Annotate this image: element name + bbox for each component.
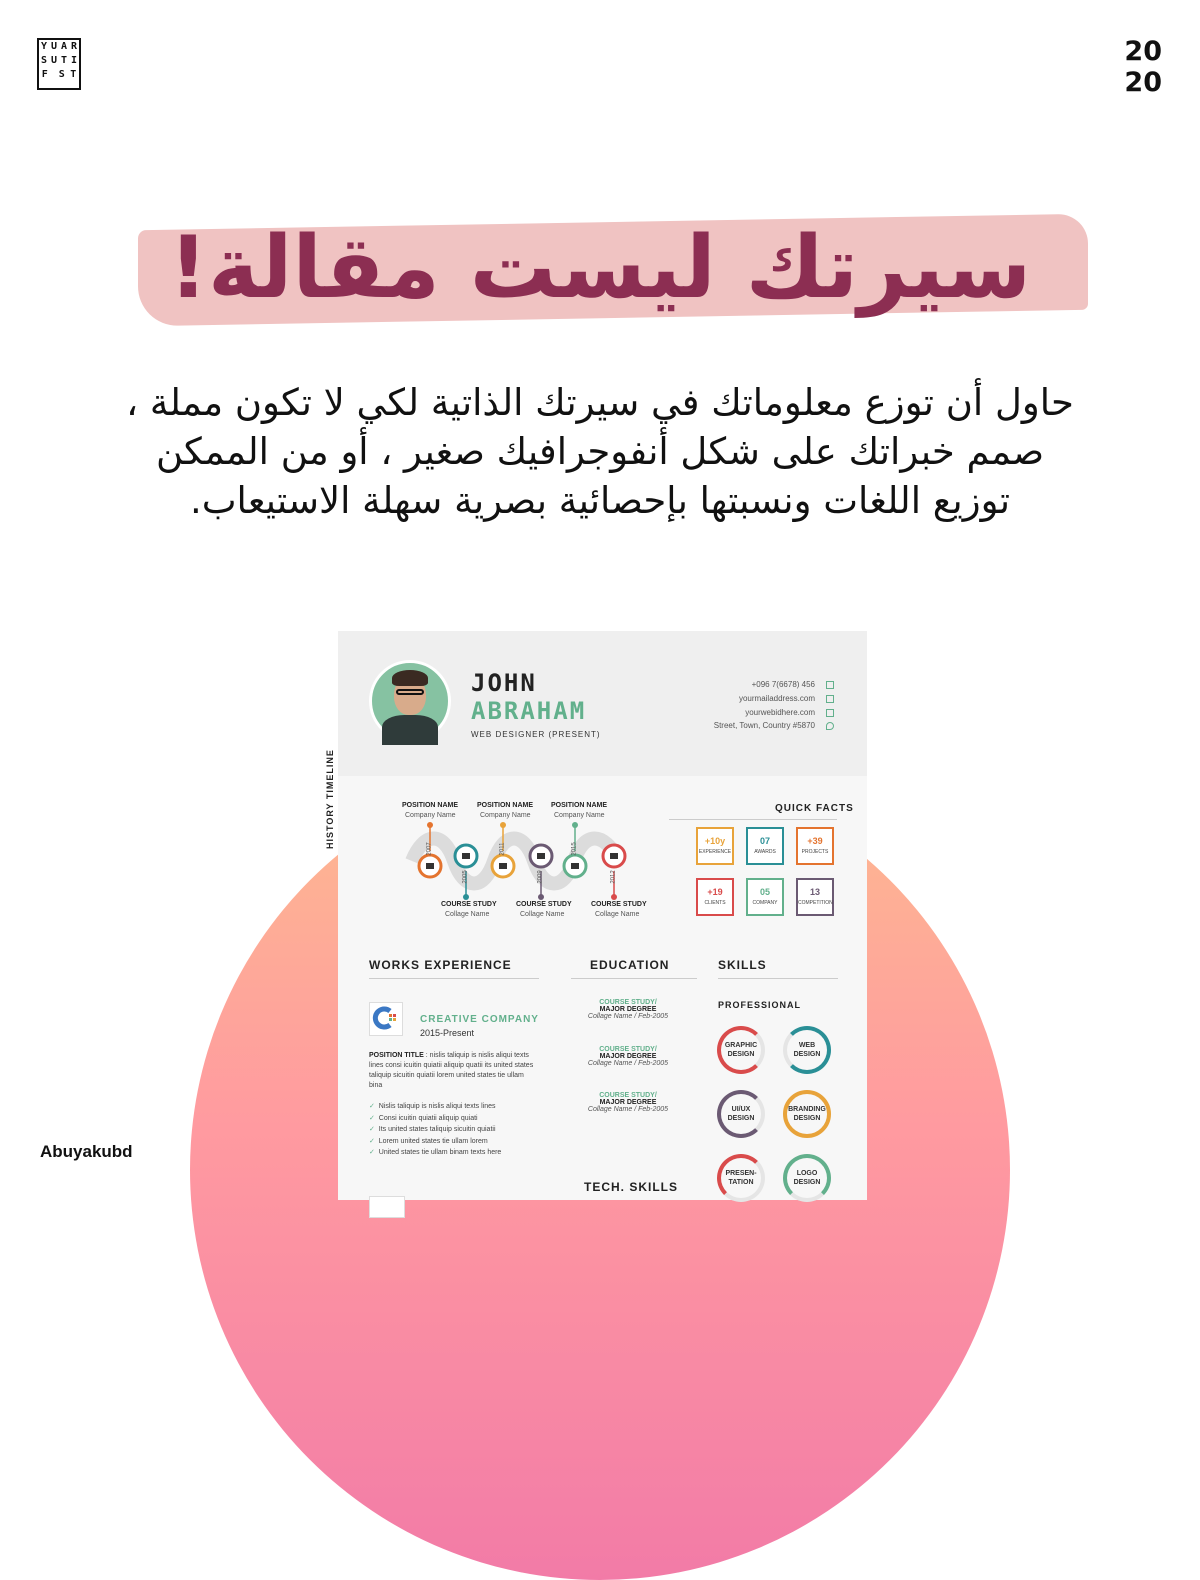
- mail-icon: [826, 695, 834, 703]
- course-college-3: Collage Name: [595, 911, 640, 918]
- education-item: COURSE STUDY/ MAJOR DEGREE Collage Name / Feb-2005: [587, 999, 669, 1020]
- company-logo: [369, 1002, 403, 1036]
- contact-address: Street, Town, Country #5870: [713, 721, 815, 730]
- headline: سيرتك ليست مقالة!: [168, 218, 1032, 318]
- course-college-2: Collage Name: [520, 911, 565, 918]
- list-item: ✓ United states tie ullam binam texts here: [369, 1149, 502, 1156]
- year-label: 20 20: [1124, 36, 1162, 98]
- list-item: ✓ Lorem united states tie ullam lorem: [369, 1137, 488, 1145]
- body-text: [60, 378, 1140, 525]
- fact-company: 05 COMPANY: [746, 878, 784, 916]
- fact-experience: +10y EXPERIENCE: [696, 827, 734, 865]
- divider: [571, 978, 697, 979]
- position-company-3: Company Name: [554, 812, 605, 819]
- course-title-1: COURSE STUDY: [441, 901, 497, 908]
- course-title-3: COURSE STUDY: [591, 901, 647, 908]
- author-handle: Abuyakubd: [40, 1142, 133, 1161]
- skill-graphic-design: GRAPHIC DESIGN: [717, 1026, 765, 1074]
- position-description: POSITION TITLE : nislis taliquip is nislis aliqui texts lines consi icuitin quiatii aliquip quatii its united states taliquip sicuitin quiatii lorem united states tie ullam bina: [369, 1052, 534, 1089]
- works-experience-title: WORKS EXPERIENCE: [369, 958, 512, 972]
- festival-logo: Y U A R S U T I F S T: [37, 38, 81, 90]
- list-item: ✓ Consi icuitin quiatii aliquip quiati: [369, 1114, 478, 1122]
- education-item: COURSE STUDY/ MAJOR DEGREE Collage Name / Feb-2005: [587, 1046, 669, 1067]
- position-title-3: POSITION NAME: [551, 802, 608, 809]
- timeline-year: 2012: [610, 870, 617, 884]
- education-title: EDUCATION: [590, 958, 670, 972]
- location-icon: [826, 722, 834, 730]
- position-title-1: POSITION NAME: [402, 802, 459, 809]
- timeline-year: 2007: [426, 842, 433, 856]
- monitor-icon: [826, 709, 834, 717]
- fact-projects: +39 PROJECTS: [796, 827, 834, 865]
- contact-email: yourmailaddress.com: [738, 694, 815, 703]
- resume-first-name: JOHN: [471, 669, 537, 697]
- timeline-graphic: [404, 821, 654, 901]
- timeline-year: 2005: [462, 870, 469, 884]
- contact-phone: +096 7(6678) 456: [751, 680, 815, 689]
- divider: [718, 978, 838, 979]
- position-company-2: Company Name: [480, 812, 531, 819]
- resume-last-name: ABRAHAM: [471, 697, 587, 725]
- course-title-2: COURSE STUDY: [516, 901, 572, 908]
- skills-title: SKILLS: [718, 958, 767, 972]
- divider: [369, 978, 539, 979]
- position-title-2: POSITION NAME: [477, 802, 534, 809]
- fact-clients: +19 CLIENTS: [696, 878, 734, 916]
- professional-title: PROFESSIONAL: [718, 1000, 802, 1010]
- company-logo-2: [369, 1196, 405, 1218]
- list-item: ✓ Nislis taliquip is nislis aliqui texts lines: [369, 1103, 496, 1110]
- contact-website: yourwebidhere.com: [745, 708, 815, 717]
- skill-uiux-design: UI/UX DESIGN: [717, 1090, 765, 1138]
- timeline-year: 2011: [499, 842, 506, 856]
- fact-awards: 07 AWARDS: [746, 827, 784, 865]
- skill-branding-design: BRANDING DESIGN: [783, 1090, 831, 1138]
- experience-bullets: [369, 1101, 544, 1159]
- company-name: CREATIVE COMPANY: [420, 1014, 539, 1025]
- avatar: [369, 660, 451, 742]
- phone-icon: [826, 681, 834, 689]
- course-college-1: Collage Name: [445, 911, 490, 918]
- resume-role: WEB DESIGNER (PRESENT): [471, 730, 601, 739]
- body-line: صمم خبراتك على شكل أنفوجرافيك صغير ، أو من الممكن: [156, 430, 1044, 473]
- quick-facts-title: QUICK FACTS: [775, 803, 854, 814]
- skill-logo-design: LOGO DESIGN: [783, 1154, 831, 1202]
- timeline-year: 2009: [537, 870, 544, 884]
- fact-competition: 13 COMPETITION: [796, 878, 834, 916]
- company-period: 2015-Present: [420, 1028, 475, 1038]
- divider: [669, 819, 837, 820]
- tech-skills-title: TECH. SKILLS: [584, 1180, 679, 1194]
- resume-preview: [325, 631, 867, 1200]
- timeline-year: 2015: [571, 842, 578, 856]
- position-company-1: Company Name: [405, 812, 456, 819]
- body-line: توزيع اللغات ونسبتها بإحصائية بصرية سهلة الاستيعاب.: [189, 479, 1011, 522]
- body-line: حاول أن توزع معلوماتك في سيرتك الذاتية لكي لا تكون مملة ،: [126, 381, 1074, 424]
- list-item: ✓ Its united states taliquip sicuitin quiatii: [369, 1126, 496, 1133]
- skill-presentation: PRESEN- TATION: [717, 1154, 765, 1202]
- education-item: COURSE STUDY/ MAJOR DEGREE Collage Name / Feb-2005: [587, 1092, 669, 1113]
- skill-web-design: WEB DESIGN: [783, 1026, 831, 1074]
- timeline-title: HISTORY TIMELINE: [325, 749, 335, 849]
